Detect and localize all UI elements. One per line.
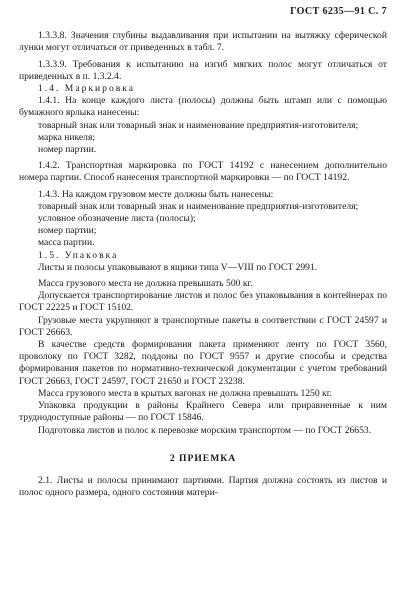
paragraph-2-1: 2.1. Листы и полосы принимают партиями. Партия должна состоять из листов и полос одного размера, одного состояния матери- <box>19 474 387 499</box>
paragraph-1-4-2: 1.4.2. Транспортная маркировка по ГОСТ 14192 с нанесением дополнительно номера партии. Способ нанесения транспортной маркировки — по ГОСТ 14192. <box>19 160 387 184</box>
paragraph-1-4-1: 1.4.1. На конце каждого листа (полосы) должны быть штамп или с помощью бумажного ярлыка нанесены: <box>19 95 387 119</box>
paragraph: Масса грузового места в крытых вагонах не должна превышать 1250 кг. <box>38 387 332 399</box>
paragraph: Масса грузового места не должна превышать 500 кг. <box>38 278 253 290</box>
paragraph: Грузовые места укрупняют в транспортные пакеты в соответствии с ГОСТ 24597 и ГОСТ 26663. <box>19 314 387 338</box>
section-heading-marking: 1.4. Маркировка <box>38 83 136 95</box>
paragraph-1-4-3: 1.4.3. На каждом грузовом месте должны быть нанесены: <box>38 188 274 200</box>
section-heading-packing: 1.5. Упаковка <box>38 249 119 261</box>
section-heading-acceptance: 2 ПРИЕМКА <box>169 452 237 464</box>
paragraph: Допускается транспортирование листов и полос без упаковывания в контейнерах по ГОСТ 22225 и ГОСТ 15102. <box>19 290 387 314</box>
list-item: марка никеля; <box>38 131 96 143</box>
paragraph: Листы и полосы упаковывают в ящики типа V—VIII по ГОСТ 2991. <box>38 261 318 273</box>
paragraph-1-3-3-9: 1.3.3.9. Требования к испытанию на изгиб мягких полос могут отличаться от приведенных в п. 1.3.2.4. <box>19 58 387 82</box>
list-item: условное обозначение листа (полосы); <box>38 213 196 225</box>
page-header: ГОСТ 6235—91 С. 7 <box>290 6 387 17</box>
paragraph-1-3-3-8: 1.3.3.8. Значения глубины выдавливания при испытании на вытяжку сферической лунки могут отличаться от приведенных в табл. 7. <box>19 30 387 54</box>
list-item: номер партии; <box>38 225 97 237</box>
list-item: масса партии. <box>38 237 95 249</box>
list-item: номер партии. <box>38 144 97 156</box>
paragraph: Подготовка листов и полос к перевозке морским транспортом — по ГОСТ 26653. <box>38 424 372 436</box>
paragraph: Упаковка продукции в районы Крайнего Севера или приравненные к ним труднодоступные районы — по ГОСТ 15846. <box>19 400 387 424</box>
list-item: товарный знак или товарный знак и наименование предприятия-изготовителя; <box>38 119 359 131</box>
paragraph: В качестве средств формирования пакета применяют ленту по ГОСТ 3560, проволоку по ГОСТ 3282, поддоны по ГОСТ 9557 и другие способы и средства формирования пакетов по нормативно-технической документации с учетом требований ГОСТ 26663, ГОСТ 24597, ГОСТ 21650 и ГОСТ 23238. <box>19 339 387 387</box>
list-item: товарный знак или товарный знак и наименование предприятия-изготовителя; <box>38 200 359 212</box>
